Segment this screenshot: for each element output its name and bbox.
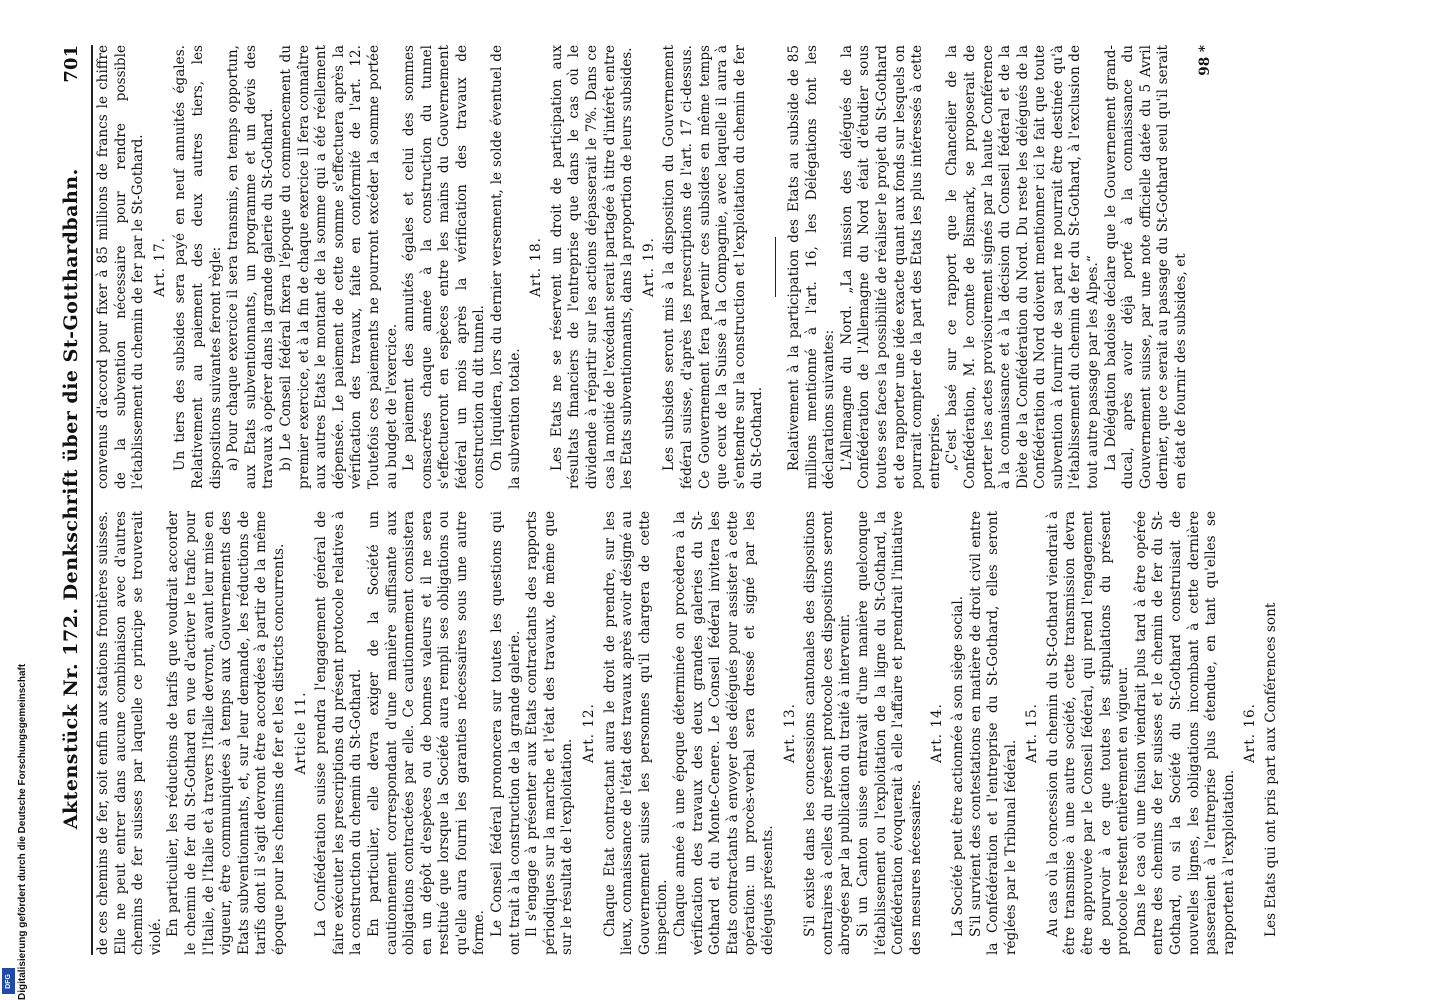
paragraph: Relativement à la participation des Etats au subside de 85 millions mentionné à l'art. 16, les Délégations font les déclarations suivantes:: [785, 45, 838, 489]
article-heading: Art. 12.: [581, 702, 598, 764]
right-column: [95, 45, 1367, 489]
section-divider: [775, 237, 776, 297]
paragraph: b) Le Conseil fédéral fixera l'époque du commencement du premier exercice, et à la fin de chaque exercice il fera connaître aux autres Etats le montant de la somme qui a été réellement dépensée. Le paiement de cette somme s'effectuera après la vérification des travaux, faite en conformité de l'art. 12. Toutefois ces paiements ne pourront excéder la somme portée au budget de l'exercice.: [277, 45, 400, 489]
paragraph: On liquidera, lors du dernier versement, le solde éventuel de la subvention totale.: [489, 45, 523, 489]
paragraph: La Confédération suisse prendra l'engagement général de faire exécuter les prescriptions du présent protocole relatives à la construction du chemin du St-Gothard.: [313, 511, 365, 955]
article-heading: Art. 16.: [1242, 702, 1259, 764]
article-heading: Art. 15.: [1024, 702, 1041, 764]
article-heading: Art. 19.: [640, 236, 657, 298]
paragraph: L'Allemagne du Nord. „La mission des délégués de la Confédération de l'Allemagne du Nord était d'étudier sous toutes ses faces la possibilité de réaliser le projet du St-Gothard et de rapporter une idée exacte quant aux fonds sur lesquels on pourrait compter de la part des Etats les plus intéressés à cette entreprise.: [838, 45, 943, 489]
article-heading: Art. 13.: [781, 702, 798, 764]
paragraph: de ces chemins de fer, soit enfin aux stations frontières suisses. Elle ne peut entrer dans aucune combinaison avec d'autres chemins de fer suisses par laquelle ce principe se trouverait violé.: [95, 511, 164, 955]
paragraph: En particulier, les réductions de tarifs que voudrait accorder le chemin de fer du St-Gothard en vue d'activer le trafic pour l'Italie, de l'Italie et à travers l'Italie devront, avant leur mise en vigueur, être communiquées à temps aux Gouvernements des Etats subventionnants, et, sur leur demande, les réductions de tarifs dont il s'agit devront être accordées à partir de la même époque pour les chemins de fer et les districts concurrents.: [165, 511, 287, 955]
paragraph: Les Etats qui ont pris part aux Conférences sont: [1263, 602, 1279, 937]
dfg-logo: [2, 968, 15, 994]
page-header: [51, 45, 93, 955]
paragraph: La Société peut être actionnée à son siège social.: [949, 595, 966, 937]
paragraph: „C'est basé sur ce rapport que le Chancelier de la Confédération, M. le comte de Bismark, se proposerait de porter les actes provisoirement signés par la haute Conférence à la connaissance et à la décision du Conseil fédéral et de la Diète de la Confédération du Nord. Du reste les délégués de la Confédération du Nord doivent mentionner ici le fait que toute subvention à fournir de sa part ne pourrait être destinée qu'à l'établissement du chemin de fer du St-Gothard, à l'exclusion de tout autre passage par les Alpes.“: [944, 45, 1102, 489]
paragraph: En particulier, elle devra exiger de la Société un cautionnement correspondant d'une manière suffisante aux obligations contractées par elle. Ce cautionnement consistera en un dépôt d'espèces ou de bonnes valeurs et il ne sera restitué que lorsque la Société aura rempli ses obligations ou qu'elle aura fourni les garanties nécessaires sous une autre forme.: [365, 511, 488, 955]
paragraph: Les subsides seront mis à la disposition du Gouvernement fédéral suisse, d'après les prescriptions de l'art. 17 ci-dessus. Ce Gouvernement fera parvenir ces subsides en même temps que ceux de la Suisse à la Compagnie, avec laquelle il aura à s'entendre sur la construction et l'exploitation du chemin de fer du St-Gothard.: [661, 45, 766, 489]
article-heading: Art. 18.: [528, 236, 545, 298]
paragraph: S'il survient des contestations en matière de droit civil entre la Confédération et l'entreprise du St-Gothard, elles seront réglées par le Tribunal fédéral.: [967, 511, 1019, 955]
digitization-credit-text: Digitalisierung gefördert durch die Deutsche Forschungsgemeinschaft: [17, 663, 28, 1000]
paragraph: Le Conseil fédéral prononcera sur toutes les questions qui ont trait à la construction de la grande galerie.: [489, 511, 523, 955]
paragraph: Chaque année à une époque déterminée on procèdera à la vérification des travaux des deux grandes galeries du St-Gothard et du Monte-Cenere. Le Conseil fédéral invitera les Etats contractants à envoyer des délégués pour assister à cette opération: un procès-verbal sera dressé et signé par les délégués présents.: [672, 511, 776, 955]
rotated-document-page: [51, 25, 1381, 975]
paragraph: a) Pour chaque exercice il sera transmis, en temps opportun, aux Etats subventionnants, un programme et un devis des travaux à opérer dans la grande galerie du St-Gothard.: [225, 45, 277, 489]
text-columns: [95, 45, 1367, 955]
paragraph: convenus d'accord pour fixer à 85 millions de francs le chiffre de la subvention nécessaire pour rendre possible l'établissement du chemin de fer par le St-Gothard.: [95, 45, 147, 489]
paragraph: Au cas où la concession du chemin du St-Gothard viendrait à être transmise à une autre société, cette transmission devra être approuvée par le Conseil fédéral, qui prend l'engagement de pourvoir à ce que toutes les stipulations du présent protocole restent entièrement en vigueur.: [1044, 511, 1132, 955]
header-title: Aktenstück Nr. 172. Denkschrift über die St-Gotthardbahn.: [60, 168, 82, 830]
paragraph: La Délégation badoise déclare que le Gouvernement grand-ducal, après avoir déjà porté à la connaissance du Gouvernement suisse, par une note officielle datée du 5 Avril dernier, que ce serait au passage du St-Gothard seul qu'il serait en état de fournir des subsides, et: [1102, 45, 1190, 489]
page-number: 701: [60, 45, 82, 83]
paragraph: Chaque Etat contractant aura le droit de prendre, sur les lieux, connaissance de l'état des travaux après avoir désigné au Gouvernement suisse les personnes qu'il chargera de cette inspection.: [601, 511, 671, 955]
paragraph: Il s'engage à présenter aux Etats contractants des rapports périodiques sur la marche et l'état des travaux, de même que sur le résultat de l'exploitation.: [524, 511, 576, 955]
signature-mark: 98 *: [1196, 45, 1213, 76]
paragraph: Un tiers des subsides sera payé en neuf annuités égales. Relativement au paiement des deux autres tiers, les dispositions suivantes feront règle:: [172, 45, 224, 489]
left-column: [95, 511, 1367, 955]
article-heading: Art. 17.: [151, 236, 168, 298]
paragraph: Les Etats ne se réservent un droit de participation aux résultats financiers de l'entreprise que dans le cas où le dividende à répartir sur les actions dépasserait le 7%. Dans ce cas la moitié de l'excédant serait partagée à titre d'intérêt entre les Etats subventionnants, dans la proportion de leurs subsides.: [548, 45, 636, 489]
paragraph: Si un Canton suisse entravait d'une manière quelconque l'établissement ou l'exploitation de la ligne du St-Gothard, la Confédération évoquerait à elle l'affaire et prendrait l'initiative des mesures nécessaires.: [854, 511, 924, 955]
paragraph: Dans le cas où une fusion viendrait plus tard à être opérée entre des chemins de fer suisses et le chemin de fer du St-Gothard, ou si la Société du St-Gothard construisait de nouvelles lignes, les obligations incombant à cette dernière passeraient à l'entreprise plus étendue, en tant qu'elles se rapportent à l'exploitation.: [1132, 511, 1237, 955]
paragraph: Le paiement des annuités égales et celui des sommes consacrées chaque année à la construction du tunnel s'effectueront en espèces entre les mains du Gouvernement fédéral un mois après la vérification des travaux de construction du dit tunnel.: [401, 45, 488, 489]
paragraph: S'il existe dans les concessions cantonales des dispositions contraires à celles du présent protocole ces dispositions seront abrogées par la publication du traité à intervenir.: [802, 511, 854, 955]
article-heading: Art. 14.: [929, 702, 946, 764]
dfg-logo-text: DFG: [5, 973, 12, 989]
article-heading: Article 11.: [292, 691, 309, 775]
digitization-credit: [8, 500, 28, 1000]
